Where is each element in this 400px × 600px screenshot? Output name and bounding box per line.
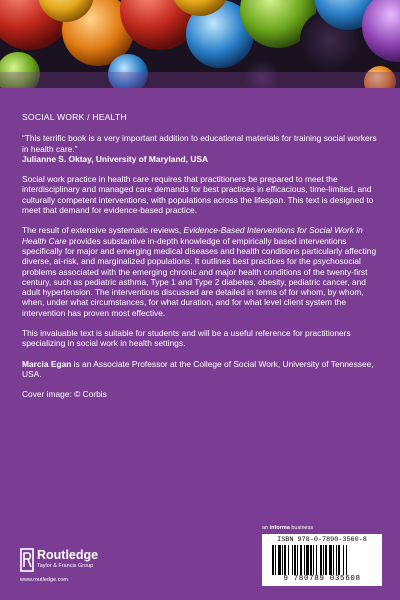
author-name: Marcia Egan	[22, 358, 72, 369]
publisher-name: Routledge	[37, 548, 99, 562]
barcode-bar	[294, 545, 296, 575]
barcode-bar	[275, 545, 276, 575]
barcode-bar	[329, 545, 332, 575]
barcode-bar	[336, 545, 337, 575]
barcode-bar	[272, 545, 274, 575]
review-author: Julianne S. Oktay, University of Maryland, USA	[22, 153, 209, 164]
publisher-logo	[20, 548, 140, 588]
barcode-bar	[284, 545, 286, 575]
audience-paragraph: This invaluable text is suitable for students and will be a useful reference for practitioners specializing in social work in health settings.	[22, 328, 351, 349]
informa-brand: informa	[269, 525, 290, 531]
routledge-r-icon	[20, 548, 34, 572]
isbn-barcode	[262, 534, 382, 586]
barcode-bar	[346, 545, 347, 575]
paragraph-intro: The result of extensive systematic reviews,	[22, 225, 184, 236]
barcode-bar	[306, 545, 309, 575]
barcode-bar	[288, 545, 289, 575]
barcode-digits: 9 780789 035608	[283, 575, 361, 583]
barcode-bar	[316, 545, 317, 575]
barcode-bar	[300, 545, 302, 575]
informa-business-line	[262, 525, 313, 531]
systematic-reviews-paragraph	[22, 225, 382, 318]
barcode-bar	[338, 545, 340, 575]
cover-photo-colored-glass-spheres	[0, 0, 400, 88]
publisher-url: www.routledge.com	[20, 577, 68, 583]
cover-credit: Cover image: © Corbis	[22, 389, 107, 400]
barcode-bar	[323, 545, 324, 575]
barcode-bar	[333, 545, 334, 575]
book-title-italic: Evidence-Based Interventions for Social Work in Health Care	[22, 225, 363, 246]
barcode-bar	[313, 545, 314, 575]
review-quote: “This terrific book is a very important addition to educational materials for training social workers in health care.”	[22, 133, 377, 154]
description-paragraph: Social work practice in health care requires that practitioners be prepared to meet the interdisciplinary and managed care demands for best practices in efficacious, time-limited, and culturally competent interventions, with populations across the lifespan. This text is designed to meet that demand for evidence-based practice.	[22, 174, 374, 216]
subject-category: SOCIAL WORK / HEALTH	[22, 112, 127, 122]
barcode-bar	[310, 545, 312, 575]
barcode-bar	[282, 545, 283, 575]
barcode-bar	[292, 545, 293, 575]
barcode-bars	[272, 545, 372, 575]
author-bio	[22, 359, 382, 380]
barcode-bar	[343, 545, 344, 575]
barcode-bar	[297, 545, 298, 575]
back-cover-text	[22, 112, 382, 410]
author-bio-text: is an Associate Professor at the College of Social Work, University of Tennessee, USA.	[22, 358, 374, 379]
informa-prefix: an	[262, 525, 270, 531]
barcode-bar	[325, 545, 327, 575]
barcode-bar	[320, 545, 322, 575]
informa-suffix: business	[289, 525, 314, 531]
paragraph-body: provides substantive in-depth knowledge of empirically based interventions specifically for major and emerging medical diseases and health conditions particularly affecting diverse, at-risk, and marginalized populations. It outlines best practices for the psychosocial problems associated with the emerging chronic and major health conditions of the twenty-first century, such as pediatric asthma, Type 1 and Type 2 diabetes, obesity, pediatric cancer, and adult hypertension. The interventions discussed are detailed in terms of for whom, by whom, when, under what circumstances, for what duration, and for what level client system the intervention has proven most effective.	[22, 235, 377, 318]
isbn-number: ISBN 978-0-7890-3560-8	[277, 536, 367, 544]
barcode-bar	[304, 545, 305, 575]
barcode-bar	[278, 545, 281, 575]
publisher-group: Taylor & Francis Group	[37, 563, 94, 569]
